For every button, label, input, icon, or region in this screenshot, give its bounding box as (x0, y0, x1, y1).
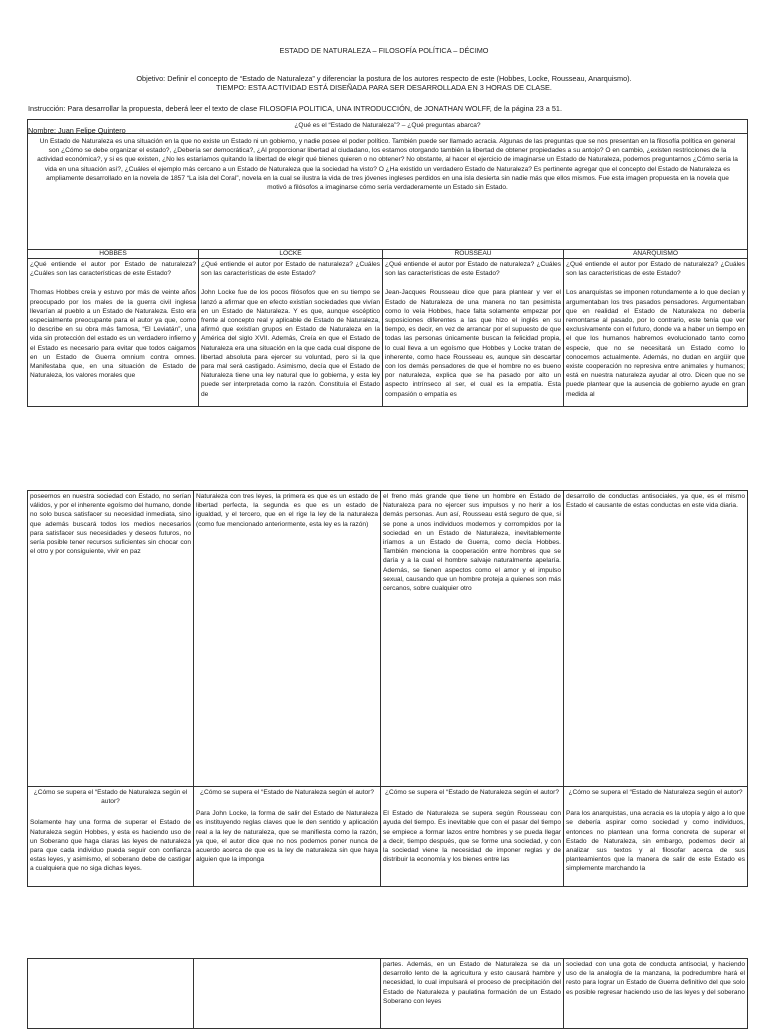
answer-text: Para los anarquistas, una acracia es la utopía y algo a lo que se debería aspirar como sociedad y como individuos, entonces no plantean una forma concreta de superar el Estado de Naturaleza, sin embargo, podemos decir al analizar sus textos y al filosofar acerca de sus planteamientos que la manera de salir de este Estado es simplemente marchando la (566, 810, 745, 873)
document-title: ESTADO DE NATURALEZA – FILOSOFÍA POLÍTICA – DÉCIMO (279, 46, 489, 55)
student-name: Nombre: Juan Felipe Quintero (28, 126, 126, 135)
answer-text: Los anarquistas se imponen rotundamente a lo que decían y argumentaban los tres pasados pensadores. Argumentaban que en realidad el Estado de Naturaleza no debería remontarse al pasado, por lo contrario, este tenía que ver exclusivamente con el futuro, donde va a haber un tiempo en el que los humanos habremos evolucionado tanto como especie, que no se necesitará un Estado como lo conocemos actualmente. Además, no dudan en argüir que existe cooperación no represiva entre animales y humanos; está en nuestra naturaleza ayudar al otro. Dicen que no se puede plantear que la ausencia de gobierno ayude en gran medida al (566, 289, 746, 398)
question-label: ¿Qué entiende el autor por Estado de naturaleza? ¿Cuáles son las características de este Estado? (566, 261, 746, 278)
author-header-hobbes: HOBBES (28, 250, 199, 259)
locke-final (194, 959, 381, 1029)
continuation-table (27, 490, 748, 887)
author-header-locke: LOCKE (199, 250, 383, 259)
hobbes-final (28, 959, 194, 1029)
rousseau-final: partes. Además, en un Estado de Naturaleza se da un desarrollo lento de la agricultura y esto causará hambre y necesidad, lo cual impulsará el proceso de precipitación del Estado de Naturaleza y paulatina formación de un Estado Soberano con leyes (381, 959, 564, 1029)
author-header-rousseau: ROUSSEAU (383, 250, 564, 259)
locke-cell (199, 259, 383, 407)
intro-text: Un Estado de Naturaleza es una situación en la que no existe un Estado ni un gobierno, y nadie posee el poder político. También puede ser llamado acracia. Algunas de las preguntas que se nos presentan en la filosofía política en general son ¿Cómo se debe organizar el estado?, ¿Debería ser democrática?, ¿Al proporcionar libertad al ciudadano, los estamos otorgando también la libertad de obtener propiedades a su antojo? O en cambio, ¿existen restricciones de la actividad económica?, y si es que existen, ¿No les estaríamos quitando la libertad de elegir qué bienes quieren o no obtener? No obstante, al hacer el ejercicio de imaginarse un Estado de Naturaleza, podemos preguntarnos ¿Cómo sería la vida en una situación así?, ¿Cuáles el ejemplo más cercano a un Estado de Naturaleza que la sociedad ha visto? O ¿Ha existido un verdadero Estado de Naturaleza? Es pertinente agregar que el concepto del Estado de Naturaleza es ampliamente desarrollado en la novela de 1857 “La isla del Coral”, novela en la cual se ilustra la vida de tres jóvenes ingleses perdidos en una isla desierta sin nadie más que ellos mismos. Fue esta imagen propuesta en la novela que motivó a filósofos a imaginarse cómo sería verdaderamente un Estado sin Estado. (28, 134, 748, 250)
answer-text: Para John Locke, la forma de salir del Estado de Naturaleza es instituyendo reglas claves que le den sentido y aplicación real a la ley de naturaleza, que se manifiesta como la razón, ya que, el autor dice que no nos podemos poner nunca de acuerdo acerca de que es la ley de naturaleza sin que haya alguien que la imponga (196, 810, 378, 864)
hobbes-continuation: poseemos en nuestra sociedad con Estado, no serían válidos, y por el inherente egoísmo del humano, donde no solo busca satisfacer su necesidad inmediata, sino que además buscará todos los medios necesarios para satisfacer sus necesidades y deseos futuros, no sería posible tener recursos suficientes sin chocar con el otro y por consiguiente, vivir en paz (28, 491, 194, 787)
locke-continuation: Naturaleza con tres leyes, la primera es que es un estado de libertad perfecta, la segunda es que es un estado de igualdad, y el tercero, que en el rige la ley de la naturaleza (como fue mencionado anteriormente, esta ley es la razón) (194, 491, 381, 787)
final-table (27, 958, 748, 1029)
question-label: ¿Cómo se supera el “Estado de Naturaleza según el autor? (568, 789, 743, 796)
rousseau-overcome-cell (381, 787, 564, 887)
question-label: ¿Cómo se supera el “Estado de Naturaleza según el autor? (384, 789, 560, 796)
answer-text: El Estado de Naturaleza se supera según Rousseau con ayuda del tiempo. Es inevitable que con el pasar del tiempo se empiece a formar lazos entre hombres y se pueda llegar a decir, tiempo después, que se forme una sociedad, y con la sociedad viene la necesidad de imponer reglas y de distribuir la economía y los bienes entre las (383, 810, 561, 864)
rousseau-cell (383, 259, 564, 407)
question-label: ¿Qué entiende el autor por Estado de naturaleza? ¿Cuáles son las características de este Estado? (30, 261, 196, 278)
question-label: ¿Cómo se supera el “Estado de Naturaleza según el autor? (199, 789, 375, 796)
hobbes-overcome-cell (28, 787, 194, 887)
answer-text: Jean-Jacques Rousseau dice que para plantear y ver el Estado de Naturaleza de una manera no tan pesimista como lo veía Hobbes, hace falta solamente empezar por suposiciones diferentes a las que hizo el inglés en su tiempo, es decir, en vez de arrancar por el supuesto de que todas las personas únicamente buscan la felicidad propia, lo cual lleva a un egoísmo que Hobbes y Locke tratan de inherente, como hace Rousseau es, aunque sin descartar con los demás pensadores de que el hombre no es bueno por naturaleza, explica que se ha pasado por alto un aspecto intrínseco al ser, el cual es la empatía. Esta compasión o empatía es (385, 289, 561, 398)
answer-text: Solamente hay una forma de superar el Estado de Naturaleza según Hobbes, y esta es haciendo uso de un Soberano que haga claras las leyes de naturaleza para que cada individuo pueda seguir con confianza estas leyes, y asimismo, el soberano debe de castigar a cualquiera que no siga dichas leyes. (30, 819, 191, 873)
answer-text: John Locke fue de los pocos filósofos que en su tiempo se lanzó a afirmar que en efecto existían sociedades que vivían en un Estado de Naturaleza. Y es que, aunque escéptico frente al concepto real y aplicable de Estado de Naturaleza, afirmó que existían grupos en Estado de Naturaleza en la América del siglo XVII. Además, Creía en que el Estado de Naturaleza era una situación en la que cada cual dispone de libertad absoluta para ejercer su voluntad, pero si la que para mal será castigado. Asimismo, decía que el Estado de Naturaleza tiene una ley natural que lo gobierna, y esta ley puede ser interpretada como la razón. Constituía el Estado de (201, 289, 380, 398)
question-label: ¿Qué entiende el autor por Estado de naturaleza? ¿Cuáles son las características de este Estado? (385, 261, 561, 278)
answer-text: Thomas Hobbes creía y estuvo por más de veinte años preocupado por los males de la guerra civil inglesa llevarían al pueblo a un Estado de Naturaleza. Esto era especialmente preocupante para el autor ya que, como lo describe en su obra más famosa, “El Leviatán”, una vida sin protección del estado es un verdadero infierno y el Estado es necesario para evitar que todos caigamos en un Estado de Guerra omnium contra omnes. Manifestaba que, en una situación de Estado de Naturaleza, los valores morales que (30, 289, 196, 380)
rousseau-continuation: el freno más grande que tiene un hombre en Estado de Naturaleza para no ejercer sus impulsos y no herir a los demás personas. Aun así, Rousseau está seguro de que, si se pone a unos individuos modernos y corrompidos por la sociedad en un Estado de Naturaleza, inevitablemente iríamos a un Estado de Guerra, como decía Hobbes. También menciona la cooperación entre hombres que se daría y a la cual el hombre salvaje naturalmente apelaría. Además, se tienen aspectos como el amor y el impulso sexual, causando que un hombre proteja a quienes son más cercanos, sobre cualquier otro (381, 491, 564, 787)
intro-question: ¿Qué es el “Estado de Naturaleza”? – ¿Qué preguntas abarca? (28, 120, 748, 134)
anarquismo-overcome-cell (564, 787, 748, 887)
objective-text: Objetivo: Definir el concepto de “Estado de Naturaleza” y diferenciar la postura de los autores respecto de este (Hobbes, Locke, Rousseau, Anarquismo). (136, 74, 632, 83)
anarquismo-cell (564, 259, 748, 407)
question-label: ¿Cómo se supera el “Estado de Naturaleza según el autor? (33, 789, 188, 806)
locke-overcome-cell (194, 787, 381, 887)
hobbes-cell (28, 259, 199, 407)
instruction-text: Instrucción: Para desarrollar la propuesta, deberá leer el texto de clase FILOSOFIA POLITICA, UNA INTRODUCCIÓN, de JONATHAN WOLFF, de la página 23 a 51. (28, 104, 562, 113)
analysis-table (27, 119, 748, 407)
anarquismo-final: sociedad con una gota de conducta antisocial, y haciendo uso de la analogía de la manzana, la podredumbre hará el resto para lograr un Estado de Guerra definitivo del que solo es posible regresar haciendo uso de las leyes y del soberano (564, 959, 748, 1029)
question-label: ¿Qué entiende el autor por Estado de naturaleza? ¿Cuáles son las características de este Estado? (201, 261, 380, 278)
author-header-anarquismo: ANARQUISMO (564, 250, 748, 259)
anarquismo-continuation: desarrollo de conductas antisociales, ya que, es el mismo Estado el causante de estas conductas en este vida diaria. (564, 491, 748, 787)
time-text: TIEMPO: ESTA ACTIVIDAD ESTÁ DISEÑADA PARA SER DESARROLLADA EN 3 HORAS DE CLASE. (216, 83, 552, 92)
